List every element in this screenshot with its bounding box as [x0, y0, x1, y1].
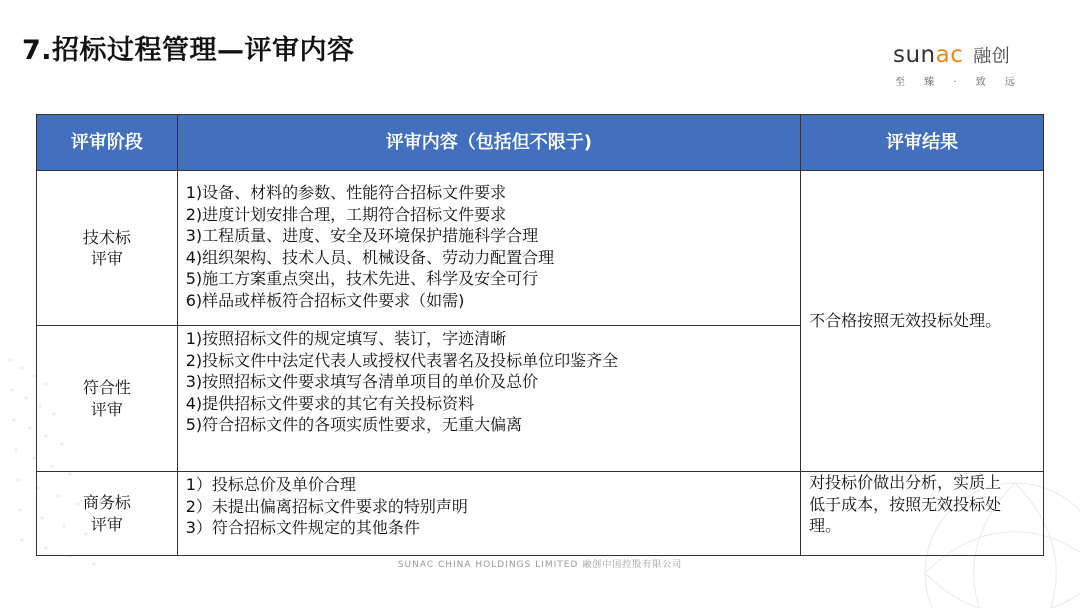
content-item: 2)进度计划安排合理，工期符合招标文件要求 [185, 204, 507, 224]
content-item: 3）符合招标文件规定的其他条件 [185, 518, 420, 537]
content-item: 1)按照招标文件的规定填写、装订，字迹清晰 [185, 329, 507, 348]
header-content: 评审内容（包括但不限于) [177, 115, 800, 171]
stage-label: 评审 [90, 399, 123, 419]
footer-company: SUNAC CHINA HOLDINGS LIMITED 融创中国控股有限公司 [397, 560, 683, 570]
content-cell [177, 472, 800, 556]
result-cell-merged [801, 171, 1044, 472]
content-cell [177, 326, 800, 472]
stage-label: 符合性 [82, 378, 131, 397]
content-item: 4)提供招标文件要求的其它有关投标资料 [185, 393, 475, 413]
sunac-logo [893, 42, 1023, 86]
header-stage: 评审阶段 [37, 115, 178, 171]
result-text: 低于成本，按照无效投标处 [809, 494, 1002, 514]
logo-tagline: 至 臻 · 致 远 [895, 77, 1023, 88]
result-text: 对投标价做出分析，实质上 [809, 473, 1002, 492]
content-item: 1）投标总价及单价合理 [185, 475, 356, 494]
content-item: 1)设备、材料的参数、性能符合招标文件要求 [185, 183, 507, 202]
content-item: 6)样品或样板符合招标文件要求（如需) [185, 290, 465, 310]
content-cell [177, 171, 800, 326]
content-item: 5)施工方案重点突出，技术先进、科学及安全可行 [185, 269, 539, 288]
stage-cell [37, 326, 178, 472]
stage-cell [37, 171, 178, 326]
table-header-row [37, 115, 1044, 171]
stage-label: 评审 [90, 514, 123, 534]
content-item: 4)组织架构、技术人员、机械设备、劳动力配置合理 [185, 247, 555, 267]
stage-label: 技术标 [82, 227, 131, 247]
page-title: 7.招标过程管理—评审内容 [22, 35, 355, 66]
logo-brand-cn: 融创 [973, 46, 1011, 67]
content-item: 3)按照招标文件要求填写各清单项目的单价及总价 [185, 372, 539, 391]
stage-label: 商务标 [82, 493, 131, 512]
header-result: 评审结果 [801, 115, 1044, 171]
content-item: 2）未提出偏离招标文件要求的特别声明 [185, 496, 468, 516]
logo-brand-main: sun [893, 42, 936, 68]
table-row-technical [37, 171, 1044, 326]
result-text: 不合格按照无效投标处理。 [809, 311, 1002, 331]
result-cell-commercial [801, 472, 1044, 556]
table-row-commercial [37, 472, 1044, 556]
stage-cell [37, 472, 178, 556]
logo-brand-accent: ac [935, 42, 964, 68]
result-text: 理。 [809, 516, 842, 535]
content-item: 2)投标文件中法定代表人或授权代表署名及投标单位印鉴齐全 [185, 350, 619, 370]
content-item: 5)符合招标文件的各项实质性要求，无重大偏离 [185, 415, 523, 434]
content-item: 3)工程质量、进度、安全及环境保护措施科学合理 [185, 226, 539, 245]
logo-wordmark [893, 42, 1023, 70]
stage-label: 评审 [90, 249, 123, 268]
review-table [36, 114, 1044, 556]
